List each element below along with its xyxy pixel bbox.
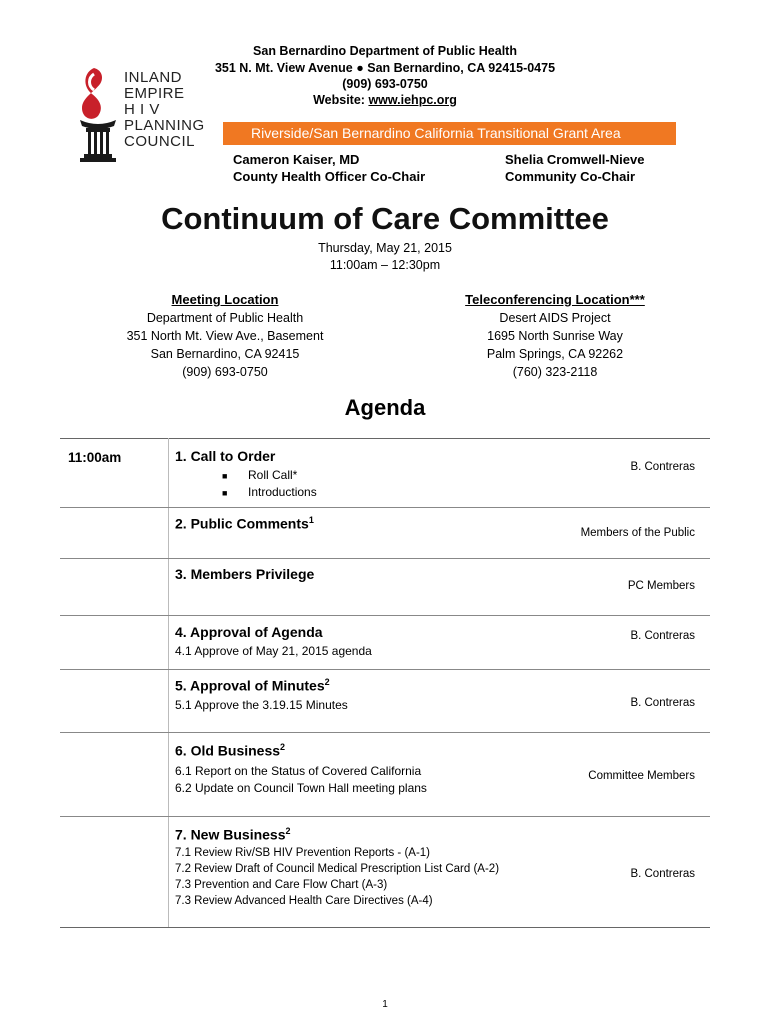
cochair-left (233, 151, 425, 185)
location-line: San Bernardino, CA 92415 (150, 347, 300, 361)
item-title-text: 4. Approval of Agenda (175, 624, 323, 640)
agenda-presenter: B. Contreras (630, 461, 695, 473)
location-line: Palm Springs, CA 92262 (486, 347, 624, 361)
meeting-date: Thursday, May 21, 2015 (318, 241, 452, 255)
agenda-presenter: B. Contreras (630, 630, 695, 642)
item-title-text: 6. Old Business (175, 742, 281, 759)
agenda-top-rule (60, 438, 710, 439)
footnote-marker: 2 (285, 826, 291, 836)
item-divider (60, 558, 710, 559)
location-line: (909) 693-0750 (182, 365, 268, 379)
agenda-subitem: 6.1 Report on the Status of Covered California (175, 764, 422, 778)
bullet-text: Roll Call* (248, 468, 298, 482)
page-number: 1 (382, 999, 388, 1010)
agenda-subitem: 4.1 Approve of May 21, 2015 agenda (175, 644, 372, 658)
agenda-subitem: 7.3 Prevention and Care Flow Chart (A-3) (175, 879, 388, 891)
agenda-presenter: Members of the Public (580, 527, 695, 539)
cochair-name: Cameron Kaiser, MD (233, 152, 360, 167)
square-bullet-icon: ■ (222, 488, 228, 498)
tele-location-heading: Teleconferencing Location*** (465, 292, 645, 307)
website-label: Website: (313, 93, 365, 107)
item-title-text: 2. Public Comments (175, 515, 309, 532)
agenda-bottom-rule (60, 927, 710, 928)
website-line (0, 93, 770, 107)
cochair-role: County Health Officer Co-Chair (233, 169, 426, 184)
agenda-presenter: B. Contreras (630, 697, 695, 709)
footnote-marker: 1 (308, 515, 314, 525)
cochair-right (505, 151, 644, 185)
agenda-bullet (222, 467, 297, 485)
location-line: 351 North Mt. View Ave., Basement (126, 329, 324, 343)
item-divider (60, 669, 710, 670)
agenda-subitem: 6.2 Update on Council Town Hall meeting plans (175, 781, 427, 795)
location-line: Department of Public Health (146, 311, 304, 325)
item-title-text: 3. Members Privilege (175, 566, 315, 582)
footnote-marker: 2 (280, 742, 286, 752)
agenda-item-title (175, 826, 291, 843)
meeting-location-heading: Meeting Location (171, 292, 279, 307)
logo-line: PLANNING (124, 117, 205, 134)
agenda-presenter: PC Members (627, 580, 695, 592)
agenda-subitem: 7.2 Review Draft of Council Medical Prescription List Card (A-2) (175, 863, 500, 875)
agenda-presenter: Committee Members (588, 770, 695, 782)
agenda-heading: Agenda (344, 395, 426, 420)
agenda-item-title (175, 742, 285, 759)
tele-location (430, 291, 680, 381)
meeting-location (100, 291, 350, 381)
item-divider (60, 507, 710, 508)
committee-title: Continuum of Care Committee (161, 201, 609, 236)
agenda-item-title (175, 677, 330, 694)
cochair-role: Community Co-Chair (505, 169, 635, 184)
item-title-text: 7. New Business (175, 826, 286, 843)
footnote-marker: 2 (324, 677, 330, 687)
location-line: 1695 North Sunrise Way (487, 329, 623, 343)
agenda-presenter: B. Contreras (630, 868, 695, 880)
cochair-name: Shelia Cromwell-Nieve (505, 152, 645, 167)
bullet-text: Introductions (248, 485, 317, 499)
meeting-time: 11:00am – 12:30pm (329, 258, 441, 272)
logo-line: INLAND (124, 69, 183, 86)
website-link[interactable]: www.iehpc.org (368, 93, 457, 107)
agenda-subitem: 7.3 Review Advanced Health Care Directives (A-4) (175, 895, 433, 907)
logo-line: EMPIRE (124, 85, 185, 102)
agenda-subitem: 7.1 Review Riv/SB HIV Prevention Reports - (A-1) (175, 847, 431, 859)
item-divider (60, 732, 710, 733)
dept-address: 351 N. Mt. View Avenue ● San Bernardino, CA 92415-0475 (214, 61, 556, 75)
location-line: (760) 323-2118 (512, 365, 598, 379)
agenda-subitem: 5.1 Approve the 3.19.15 Minutes (175, 698, 348, 712)
agenda-item-title (175, 566, 314, 582)
item-divider (60, 816, 710, 817)
logo-line: H I V (124, 101, 160, 118)
agenda-item-title (175, 515, 314, 532)
agenda-item-title (175, 448, 275, 464)
agenda-start-time: 11:00am (68, 450, 122, 465)
logo-line: COUNCIL (124, 133, 196, 150)
item-title-text: 5. Approval of Minutes (175, 677, 325, 694)
tga-banner: Riverside/San Bernardino California Transitional Grant Area (223, 122, 676, 145)
agenda-item-title (175, 624, 323, 640)
location-line: Desert AIDS Project (499, 311, 611, 325)
square-bullet-icon: ■ (222, 471, 228, 481)
dept-name: San Bernardino Department of Public Health (253, 44, 517, 58)
agenda-bullet (222, 484, 317, 502)
item-divider (60, 615, 710, 616)
dept-phone: (909) 693-0750 (342, 77, 428, 91)
item-title-text: 1. Call to Order (175, 448, 276, 464)
agenda-column-divider (168, 438, 169, 928)
